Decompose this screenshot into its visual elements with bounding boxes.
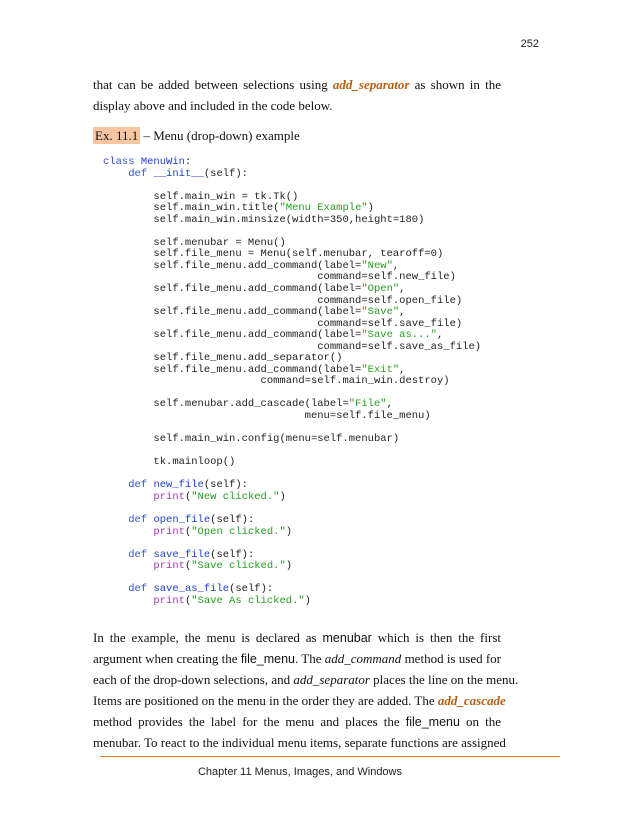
code-builtin: print [153, 594, 185, 607]
code-string: "Save as..." [361, 329, 437, 342]
intro-text: as shown in the [409, 77, 501, 92]
example-number-badge: Ex. 11.1 [95, 128, 139, 143]
code-keyword: def [128, 167, 148, 180]
example-title: – Menu (drop-down) example [140, 128, 300, 143]
code-string: "Exit" [361, 363, 400, 376]
code-keyword: class [103, 156, 135, 168]
code-string: "File" [348, 398, 387, 411]
code-function-name: open_file [153, 513, 211, 526]
code-string: "Open" [361, 283, 400, 296]
code-builtin: print [153, 490, 185, 503]
code-block: class MenuWin: def __init__(self): self.main_win = tk.Tk() self.main_win.title("Menu Example") self.main_win.minsize(width=350,height=180) self.menubar = Menu() self.file_menu = Menu(self.menubar, tearoff=0) self.file_menu.add_command(label="New", command=self.new_file) self.file_menu.add_command(label="Open", command=self.open_file) self.file_menu.add_command(label="Save", command=self.save_file) self.file_menu.add_command(label="Save as...", command=self.save_as_file) self.file_menu.add_separator() self.file_menu.add_command(label="Exit", command=self.main_win.destroy) self.menubar.add_cascade(label="File", menu=self.file_menu) self.main_win.config(menu=self.menubar) tk.mainloop() def new_file(self): print("New clicked.") def open_file(self): print("Open clicked.") def save_file(self): print("Save clicked.") def save_as_file(self): print("Save As clicked.") [103, 156, 482, 607]
code-builtin: print [153, 525, 185, 538]
example-heading [93, 128, 300, 144]
code-string: "New clicked." [191, 490, 280, 503]
code-string: "Save" [361, 306, 400, 319]
code-keyword: def [128, 548, 148, 561]
code-string: "Save clicked." [191, 560, 286, 573]
intro-text: that can be added between selections using [93, 77, 333, 92]
add-cascade-emphasis: add_cascade [437, 693, 506, 708]
code-function-name: __init__ [153, 167, 204, 180]
code-keyword: def [128, 479, 148, 492]
menubar-identifier: menubar [322, 631, 372, 645]
code-class-name: MenuWin [140, 156, 185, 168]
footer-text: Chapter 11 Menus, Images, and Windows [197, 766, 402, 778]
code-function-name: save_as_file [153, 583, 230, 596]
code-string: "Menu Example" [279, 202, 368, 215]
code-function-name: new_file [153, 479, 204, 492]
add-separator-emphasis: add_separator [332, 77, 410, 92]
add-command-identifier: add_command [324, 651, 402, 666]
code-keyword: def [128, 513, 148, 526]
footer-chapter-title [0, 766, 630, 778]
code-function-name: save_file [153, 548, 211, 561]
file-menu-identifier: file_menu [405, 715, 460, 729]
code-keyword: def [128, 583, 148, 596]
intro-text: display above and included in the code below. [93, 98, 333, 113]
code-string: "New" [361, 259, 393, 272]
body-paragraph: In the example, the menu is declared as menubar which is then the first argument when creating the file_menu. The add_command method is used for each of the drop-down selections, and add_separator places the line on the menu. Items are positioned on the menu in the order they are added. The add_cascade method provides the label for the menu and places the file_menu on the menubar. To react to the individual menu items, separate functions are assigned [93, 630, 519, 750]
file-menu-identifier: file_menu [240, 652, 296, 666]
add-separator-identifier: add_separator [293, 672, 370, 687]
code-string: "Open clicked." [191, 525, 286, 538]
footer-rule [100, 756, 560, 757]
page-number: 252 [520, 38, 539, 50]
code-string: "Save As clicked." [191, 594, 305, 607]
intro-paragraph [93, 74, 501, 116]
code-builtin: print [153, 560, 185, 573]
